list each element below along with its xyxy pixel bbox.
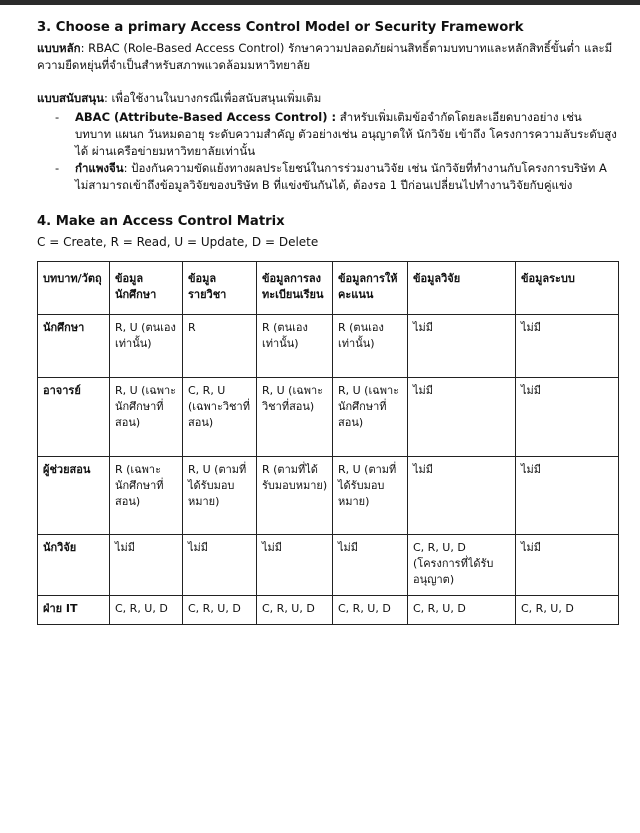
table-cell: ไม่มี xyxy=(516,378,619,457)
chinese-wall-label: กำแพงจีน xyxy=(75,161,124,175)
table-cell: ไม่มี xyxy=(516,315,619,378)
primary-model-text: : RBAC (Role-Based Access Control) รักษาความปลอดภัยผ่านสิทธิ์ตามบทบาทและหลักสิทธิ์ขั้นต่ำ และมีความยืดหยุ่นที่จำเป็นสำหรับสภาพแวดล้อมมหาวิทยาลัย xyxy=(37,41,613,72)
header-student-data: ข้อมูลนักศึกษา xyxy=(110,262,183,315)
table-cell: ไม่มี xyxy=(333,535,408,596)
table-row xyxy=(38,378,619,457)
table-cell: R (ตามที่ได้รับมอบหมาย) xyxy=(257,457,333,535)
table-cell: R (ตนเองเท่านั้น) xyxy=(257,315,333,378)
header-registration-data: ข้อมูลการลงทะเบียนเรียน xyxy=(257,262,333,315)
supporting-model-label: แบบสนับสนุน xyxy=(37,91,104,105)
table-cell: ไม่มี xyxy=(408,457,516,535)
table-cell: ไม่มี xyxy=(110,535,183,596)
abac-text: สำหรับเพิ่มเติมข้อจำกัดโดยละเอียดบางอย่าง เช่น บทบาท แผนก วันหมดอายุ ระดับความสำคัญ ตัวอย่างเช่น อนุญาตให้ นักวิจัย เข้าถึง โครงการความลับระดับสูงได้ ผ่านเครือข่ายมหาวิทยาลัยเท่านั้น xyxy=(75,110,617,158)
table-cell: ไม่มี xyxy=(257,535,333,596)
table-cell: R, U (ตามที่ได้รับมอบหมาย) xyxy=(183,457,257,535)
row-role-student: นักศึกษา xyxy=(38,315,110,378)
table-cell: ไม่มี xyxy=(516,457,619,535)
table-cell: R, U (ตนเองเท่านั้น) xyxy=(110,315,183,378)
table-cell: C, R, U, D (โครงการที่ได้รับอนุญาต) xyxy=(408,535,516,596)
table-row xyxy=(38,535,619,596)
table-cell: R, U (ตามที่ได้รับมอบหมาย) xyxy=(333,457,408,535)
table-cell: C, R, U, D xyxy=(110,596,183,625)
document-page xyxy=(37,14,617,625)
table-cell: R, U (เฉพาะวิชาที่สอน) xyxy=(257,378,333,457)
table-cell: C, R, U (เฉพาะวิชาที่สอน) xyxy=(183,378,257,457)
row-role-it-department: ฝ่าย IT xyxy=(38,596,110,625)
header-course-data: ข้อมูลรายวิชา xyxy=(183,262,257,315)
chinese-wall-text: : ป้องกันความขัดแย้งทางผลประโยชน์ในการร่วมงานวิจัย เช่น นักวิจัยที่ทำงานกับโครงการบริษัท A ไม่สามารถเข้าถึงข้อมูลวิจัยของบริษัท B ที่แข่งขันกันได้, ต้องรอ 1 ปีก่อนเปลี่ยนไปทำงานวิจัยกับคู่แข่ง xyxy=(75,161,607,192)
table-cell: R (เฉพาะนักศึกษาที่สอน) xyxy=(110,457,183,535)
row-role-lecturer: อาจารย์ xyxy=(38,378,110,457)
table-cell: R, U (เฉพาะนักศึกษาที่สอน) xyxy=(110,378,183,457)
table-cell: R xyxy=(183,315,257,378)
header-role-object: บทบาท/วัตถุ xyxy=(38,262,110,315)
abac-label: ABAC (Attribute-Based Access Control) : xyxy=(75,110,337,124)
table-cell: C, R, U, D xyxy=(183,596,257,625)
table-row xyxy=(38,596,619,625)
table-cell: C, R, U, D xyxy=(333,596,408,625)
table-cell: C, R, U, D xyxy=(408,596,516,625)
header-research-data: ข้อมูลวิจัย xyxy=(408,262,516,315)
primary-model-paragraph xyxy=(37,40,617,74)
supporting-model-list xyxy=(37,109,617,194)
primary-model-label: แบบหลัก xyxy=(37,41,81,55)
table-cell: ไม่มี xyxy=(408,315,516,378)
table-cell: C, R, U, D xyxy=(257,596,333,625)
table-row xyxy=(38,457,619,535)
table-cell: ไม่มี xyxy=(183,535,257,596)
row-role-researcher: นักวิจัย xyxy=(38,535,110,596)
permission-legend: C = Create, R = Read, U = Update, D = Delete xyxy=(37,235,319,249)
section-4-title: 4. Make an Access Control Matrix xyxy=(37,214,285,229)
list-item-abac xyxy=(75,109,617,160)
access-control-matrix xyxy=(37,261,619,625)
header-grading-data: ข้อมูลการให้คะแนน xyxy=(333,262,408,315)
section-3-title: 3. Choose a primary Access Control Model or Security Framework xyxy=(37,20,524,35)
table-cell: C, R, U, D xyxy=(516,596,619,625)
table-row xyxy=(38,315,619,378)
table-cell: ไม่มี xyxy=(408,378,516,457)
table-cell: R (ตนเองเท่านั้น) xyxy=(333,315,408,378)
supporting-model-paragraph xyxy=(37,90,617,107)
header-system-data: ข้อมูลระบบ xyxy=(516,262,619,315)
matrix-header-row xyxy=(38,262,619,315)
supporting-model-text: : เพื่อใช้งานในบางกรณีเพื่อสนับสนุนเพิ่มเติม xyxy=(103,91,322,105)
list-item-chinese-wall xyxy=(75,160,617,194)
table-cell: ไม่มี xyxy=(516,535,619,596)
page-top-border xyxy=(0,0,640,5)
table-cell: R, U (เฉพาะนักศึกษาที่สอน) xyxy=(333,378,408,457)
row-role-teaching-assistant: ผู้ช่วยสอน xyxy=(38,457,110,535)
